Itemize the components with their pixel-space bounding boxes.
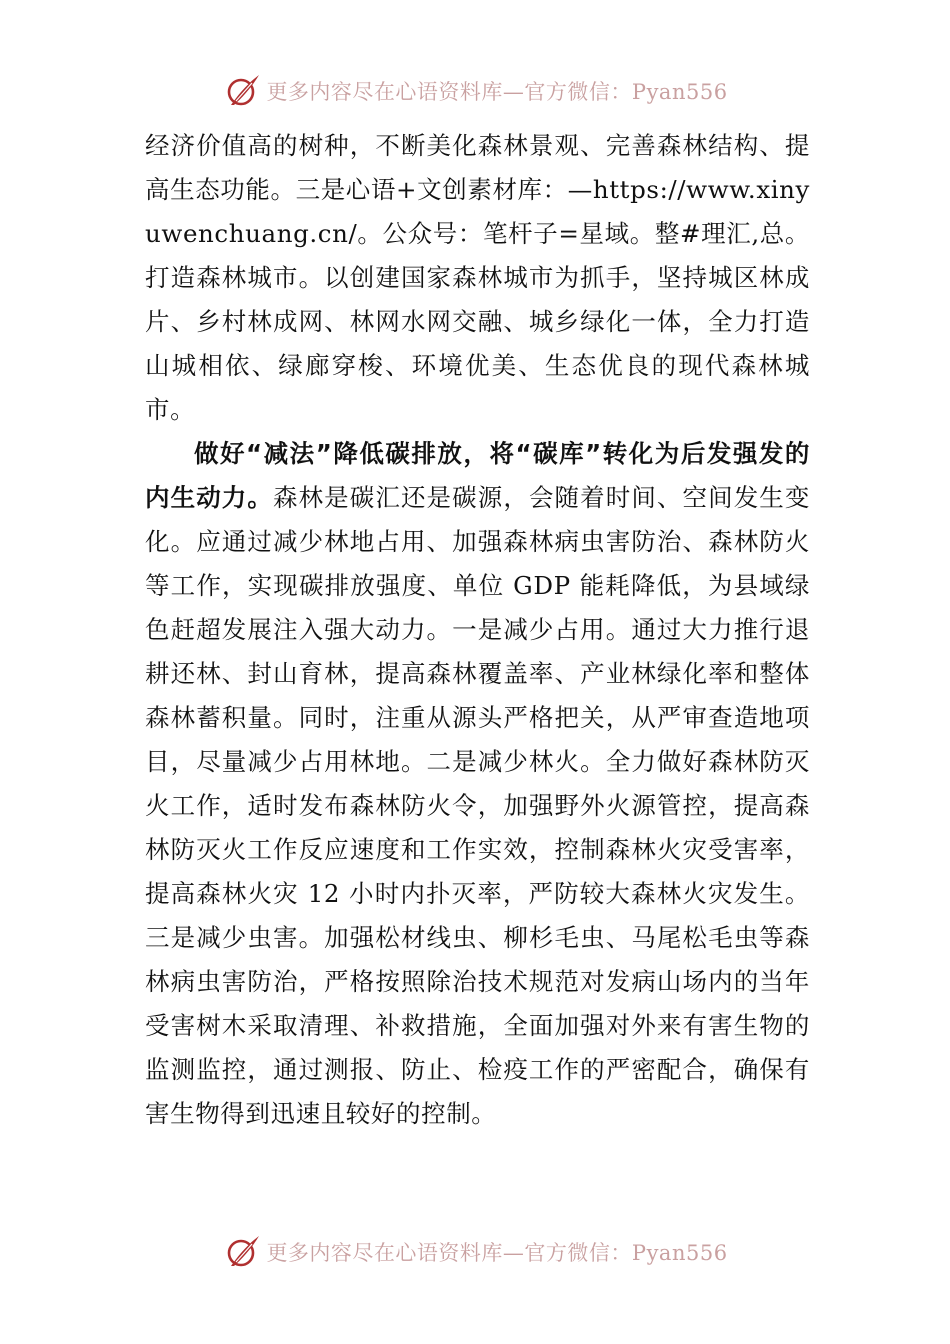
quill-pen-logo-icon [222, 71, 262, 111]
paragraph-2-lead: 做好“减法”降低碳排放，将“碳库”转化为后发强发的内生动力。 [145, 439, 810, 512]
document-body [145, 124, 810, 1136]
paragraph-2-text: 森林是碳汇还是碳源，会随着时间、空间发生变化。应通过减少林地占用、加强森林病虫害防治、森林防火等工作，实现碳排放强度、单位 GDP 能耗降低，为县域绿色赶超发展注入强大动力。一是减少占用。通过大力推行退耕还林、封山育林，提高森林覆盖率、产业林绿化率和整体森林蓄积量。同时，注重从源头严格把关，从严审查造地项目，尽量减少占用林地。二是减少林火。全力做好森林防灭火工作，适时发布森林防火令，加强野外火源管控，提高森林防灭火工作反应速度和工作实效，控制森林火灾受害率，提高森林火灾 12 小时内扑灭率，严防较大森林火灾发生。三是减少虫害。加强松材线虫、柳杉毛虫、马尾松毛虫等森林病虫害防治，严格按照除治技术规范对发病山场内的当年受害树木采取清理、补救措施，全面加强对外来有害生物的监测监控，通过测报、防止、检疫工作的严密配合，确保有害生物得到迅速且较好的控制。 [145, 483, 810, 1128]
footer-banner [0, 1227, 950, 1277]
header-banner-text: 更多内容尽在心语资料库—官方微信：Pyan556 [266, 80, 728, 104]
quill-pen-logo-icon [222, 1232, 262, 1272]
paragraph-2 [145, 432, 810, 1136]
footer-banner-text: 更多内容尽在心语资料库—官方微信：Pyan556 [266, 1241, 728, 1265]
paragraph-1: 经济价值高的树种，不断美化森林景观、完善森林结构、提高生态功能。三是心语+文创素材库：—https://www.xinyuwenchuang.cn/。公众号：笔杆子=星域。整#理汇,总。打造森林城市。以创建国家森林城市为抓手，坚持城区林成片、乡村林成网、林网水网交融、城乡绿化一体，全力打造山城相依、绿廊穿梭、环境优美、生态优良的现代森林城市。 [145, 131, 810, 424]
header-banner [0, 66, 950, 116]
